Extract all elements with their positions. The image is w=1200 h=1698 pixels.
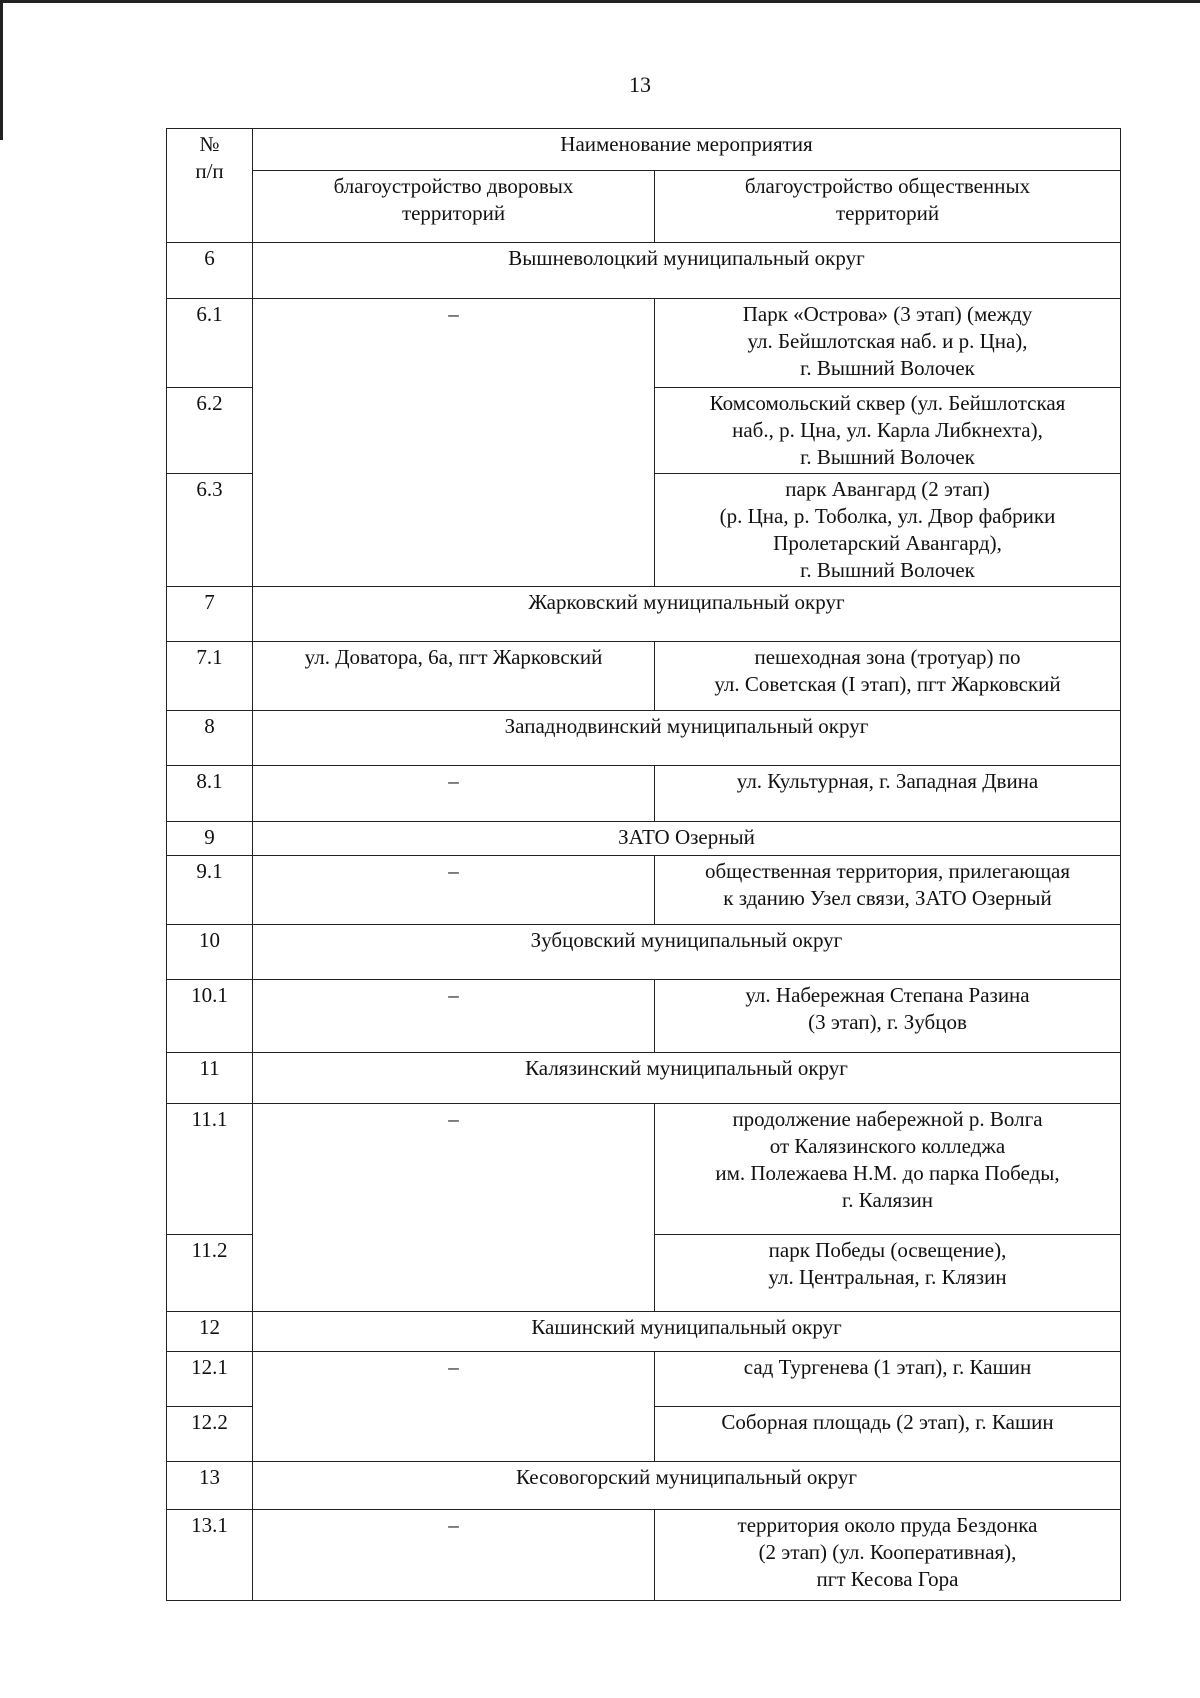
section-number: 7 <box>167 587 253 642</box>
item-number: 6.3 <box>167 474 253 587</box>
item-row <box>167 1352 1121 1407</box>
item-number: 9.1 <box>167 856 253 925</box>
section-number: 6 <box>167 243 253 299</box>
item-number: 12.2 <box>167 1407 253 1462</box>
public-territory-cell: ул. Культурная, г. Западная Двина <box>655 766 1121 822</box>
section-number: 13 <box>167 1462 253 1510</box>
item-row <box>167 299 1121 388</box>
section-name: Калязинский муниципальный округ <box>253 1053 1121 1104</box>
section-number: 12 <box>167 1312 253 1352</box>
scan-left-border <box>0 0 3 140</box>
item-row <box>167 766 1121 822</box>
section-row <box>167 822 1121 856</box>
public-territory-cell: сад Тургенева (1 этап), г. Кашин <box>655 1352 1121 1407</box>
section-name: Кесовогорский муниципальный округ <box>253 1462 1121 1510</box>
item-row <box>167 1104 1121 1235</box>
yard-territory-cell: ул. Доватора, 6а, пгт Жарковский <box>253 642 655 711</box>
scan-top-border <box>0 0 1200 3</box>
yard-territory-cell: – <box>253 980 655 1053</box>
num-header: № п/п <box>167 129 253 243</box>
item-row <box>167 1510 1121 1601</box>
public-territory-cell: территория около пруда Бездонка (2 этап) (ул. Кооперативная), пгт Кесова Гора <box>655 1510 1121 1601</box>
section-number: 11 <box>167 1053 253 1104</box>
public-territory-cell: Комсомольский сквер (ул. Бейшлотская наб., р. Цна, ул. Карла Либкнехта), г. Вышний Волочек <box>655 388 1121 474</box>
section-name: Западнодвинский муниципальный округ <box>253 711 1121 766</box>
section-row <box>167 711 1121 766</box>
public-territory-cell: парк Победы (освещение), ул. Центральная, г. Клязин <box>655 1235 1121 1312</box>
public-territory-cell: Парк «Острова» (3 этап) (между ул. Бейшлотская наб. и р. Цна), г. Вышний Волочек <box>655 299 1121 388</box>
item-number: 13.1 <box>167 1510 253 1601</box>
public-column-header: благоустройство общественных территорий <box>655 171 1121 243</box>
item-row <box>167 856 1121 925</box>
section-name: ЗАТО Озерный <box>253 822 1121 856</box>
public-territory-cell: общественная территория, прилегающая к зданию Узел связи, ЗАТО Озерный <box>655 856 1121 925</box>
section-row <box>167 243 1121 299</box>
section-number: 9 <box>167 822 253 856</box>
section-row <box>167 1053 1121 1104</box>
public-territory-cell: парк Авангард (2 этап) (р. Цна, р. Тоболка, ул. Двор фабрики Пролетарский Авангард), г. Вышний Волочек <box>655 474 1121 587</box>
header-row <box>167 129 1121 171</box>
yard-column-header: благоустройство дворовых территорий <box>253 171 655 243</box>
item-number: 6.1 <box>167 299 253 388</box>
item-number: 6.2 <box>167 388 253 474</box>
section-number: 8 <box>167 711 253 766</box>
yard-territory-cell: – <box>253 856 655 925</box>
yard-territory-cell: – <box>253 766 655 822</box>
item-number: 11.2 <box>167 1235 253 1312</box>
item-number: 7.1 <box>167 642 253 711</box>
yard-territory-cell: – <box>253 1104 655 1312</box>
public-territory-cell: ул. Набережная Степана Разина (3 этап), г. Зубцов <box>655 980 1121 1053</box>
section-row <box>167 587 1121 642</box>
public-territory-cell: Соборная площадь (2 этап), г. Кашин <box>655 1407 1121 1462</box>
yard-territory-cell: – <box>253 299 655 587</box>
subheader-row <box>167 171 1121 243</box>
section-row <box>167 1462 1121 1510</box>
item-row <box>167 642 1121 711</box>
public-territory-cell: продолжение набережной р. Волга от Калязинского колледжа им. Полежаева Н.М. до парка Победы, г. Калязин <box>655 1104 1121 1235</box>
section-number: 10 <box>167 925 253 980</box>
item-number: 12.1 <box>167 1352 253 1407</box>
events-table <box>166 128 1121 1601</box>
yard-territory-cell: – <box>253 1352 655 1462</box>
section-name: Вышневолоцкий муниципальный округ <box>253 243 1121 299</box>
item-number: 11.1 <box>167 1104 253 1235</box>
section-row <box>167 925 1121 980</box>
section-row <box>167 1312 1121 1352</box>
section-name: Жарковский муниципальный округ <box>253 587 1121 642</box>
page-number: 13 <box>629 72 651 97</box>
item-row <box>167 980 1121 1053</box>
title-header: Наименование мероприятия <box>253 129 1121 171</box>
item-number: 10.1 <box>167 980 253 1053</box>
section-name: Кашинский муниципальный округ <box>253 1312 1121 1352</box>
public-territory-cell: пешеходная зона (тротуар) по ул. Советская (I этап), пгт Жарковский <box>655 642 1121 711</box>
section-name: Зубцовский муниципальный округ <box>253 925 1121 980</box>
yard-territory-cell: – <box>253 1510 655 1601</box>
item-number: 8.1 <box>167 766 253 822</box>
